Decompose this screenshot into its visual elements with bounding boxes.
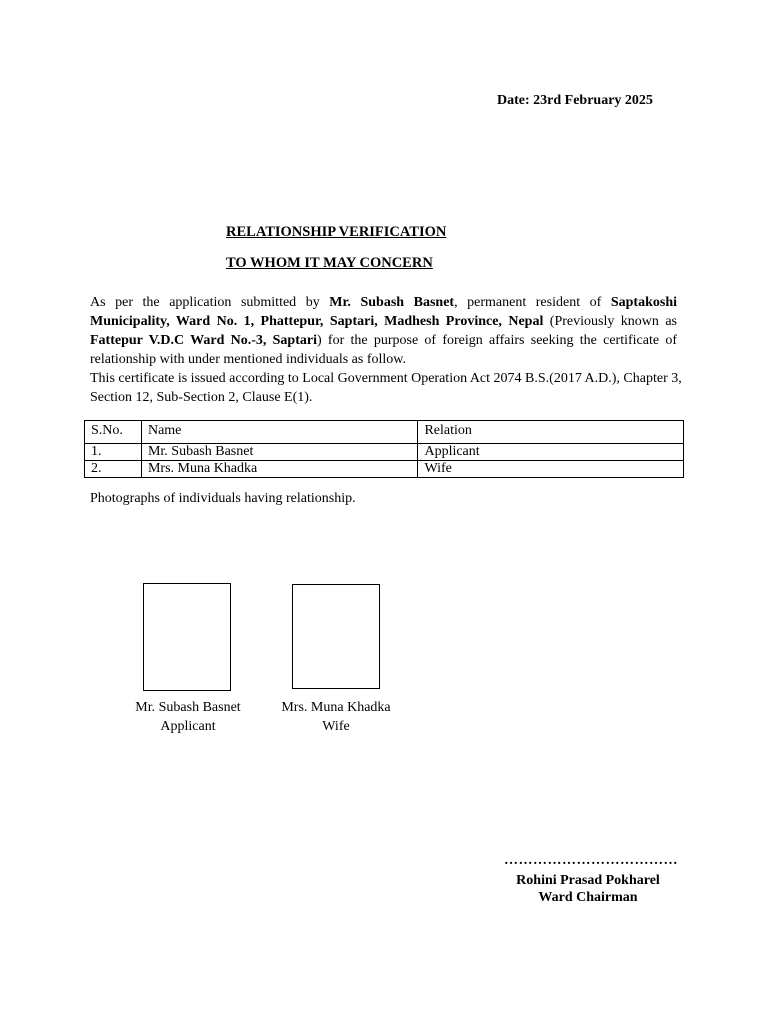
cell-relation: Wife xyxy=(418,461,684,478)
document-date: Date: 23rd February 2025 xyxy=(497,93,653,108)
cell-name: Mrs. Muna Khadka xyxy=(141,461,417,478)
paragraph-text: , permanent resident of xyxy=(454,295,611,310)
photo-person-relation: Wife xyxy=(322,719,350,734)
photo-placeholder-wife xyxy=(292,584,380,689)
header-name: Name xyxy=(141,421,417,444)
signer-title: Ward Chairman xyxy=(538,890,638,905)
paragraph-text: ) for the purpose of foreign affairs seeking the certificate of relationship with under mentioned individuals as follow. xyxy=(90,333,677,367)
applicant-name: Mr. Subash Basnet xyxy=(329,295,455,310)
signature-line: ……………………………… xyxy=(504,853,678,868)
header-relation: Relation xyxy=(418,421,684,444)
photo-placeholder-applicant xyxy=(143,583,231,691)
paragraph-text: (Previously known as xyxy=(543,314,678,329)
photo-person-name: Mrs. Muna Khadka xyxy=(281,700,391,715)
document-title: RELATIONSHIP VERIFICATION xyxy=(226,224,447,240)
signer-name: Rohini Prasad Pokharel xyxy=(516,873,660,888)
cell-sno: 1. xyxy=(85,444,142,461)
paragraph-text: As per the application submitted by xyxy=(90,295,330,310)
photo-caption-wife xyxy=(266,698,406,736)
photos-caption: Photographs of individuals having relationship. xyxy=(90,491,356,506)
previous-address: Fattepur V.D.C Ward No.-3, Saptari xyxy=(90,333,317,348)
table-header-row xyxy=(85,421,684,444)
relationship-table xyxy=(84,420,684,478)
photo-person-relation: Applicant xyxy=(160,719,216,734)
cell-name: Mr. Subash Basnet xyxy=(141,444,417,461)
cell-relation: Applicant xyxy=(418,444,684,461)
table-row xyxy=(85,444,684,461)
body-paragraph xyxy=(90,293,677,369)
header-sno: S.No. xyxy=(85,421,142,444)
signature-block xyxy=(504,872,672,906)
act-reference: This certificate is issued according to Local Government Operation Act 2074 B.S.(2017 A.D.), Chapter 3, Section 12, Sub-Section 2, Clause E(1). xyxy=(90,371,682,405)
photo-person-name: Mr. Subash Basnet xyxy=(135,700,241,715)
photo-caption-applicant xyxy=(118,698,258,736)
residence-address: Saptakoshi Municipality, Ward No. 1, Phattepur, Saptari, Madhesh Province, Nepal xyxy=(90,295,678,329)
document-subtitle: TO WHOM IT MAY CONCERN xyxy=(226,255,433,271)
table-row xyxy=(85,461,684,478)
cell-sno: 2. xyxy=(85,461,142,478)
